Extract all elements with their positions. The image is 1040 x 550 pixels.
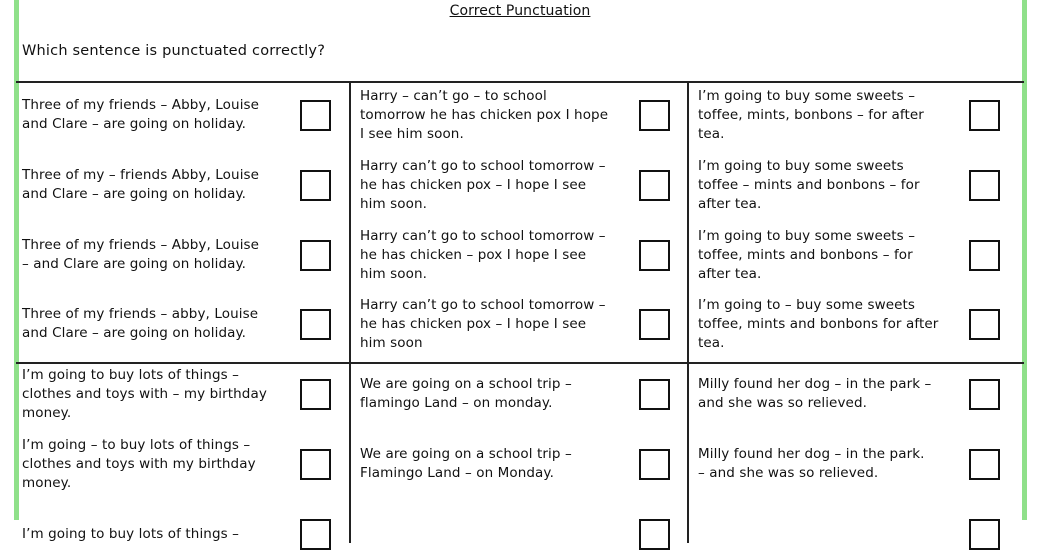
sentence-line: Harry can’t go to school tomorrow – (360, 296, 606, 313)
sentence-line: Three of my – friends Abby, Louise (22, 167, 260, 183)
sentence-line: I’m going to buy lots of things – (22, 366, 239, 383)
answer-checkbox[interactable] (969, 519, 1000, 550)
option-sentence (360, 296, 606, 353)
option-sentence (22, 236, 259, 274)
answer-checkbox[interactable] (300, 519, 331, 550)
answer-checkbox[interactable] (639, 240, 670, 271)
answer-checkbox[interactable] (300, 449, 331, 480)
sentence-line: I see him soon. (360, 125, 464, 142)
sentence-line: clothes and toys with – my birthday (22, 385, 267, 402)
sentence-line: – and Clare are going on holiday. (22, 256, 247, 272)
sentence-line: him soon. (360, 265, 428, 282)
sentence-line: Flamingo Land – on Monday. (360, 465, 554, 481)
answer-checkbox[interactable] (639, 449, 670, 480)
answer-checkbox[interactable] (300, 379, 331, 410)
sentence-line: Harry – can’t go – to school (360, 87, 547, 104)
answer-grid (16, 81, 1024, 543)
option-sentence (22, 366, 267, 423)
sentence-line: We are going on a school trip – (360, 446, 572, 462)
sentence-line: and Clare – are going on holiday. (22, 116, 247, 132)
sentence-line: he has chicken pox – I hope I see (360, 176, 587, 193)
sentence-line: Milly found her dog – in the park. (698, 446, 925, 462)
sentence-line: and Clare – are going on holiday. (22, 325, 247, 341)
option-sentence (360, 445, 572, 483)
sentence-line: tea. (698, 125, 725, 142)
option-sentence (22, 436, 256, 493)
sentence-line: I’m going to buy lots of things – (22, 525, 239, 542)
option-sentence (698, 445, 925, 483)
answer-checkbox[interactable] (300, 309, 331, 340)
sentence-line: Harry can’t go to school tomorrow – (360, 227, 606, 244)
sentence-line: Harry can’t go to school tomorrow – (360, 157, 606, 174)
sentence-line: Milly found her dog – in the park – (698, 376, 932, 392)
answer-checkbox[interactable] (639, 519, 670, 550)
sentence-line: tomorrow he has chicken pox I hope (360, 106, 609, 123)
sentence-line: Three of my friends – abby, Louise (22, 306, 259, 322)
option-sentence (360, 227, 606, 284)
worksheet-title: Correct Punctuation (449, 3, 591, 19)
sentence-line: toffee – mints and bonbons – for (698, 176, 920, 193)
option-sentence (360, 375, 572, 413)
sentence-line: he has chicken – pox I hope I see (360, 246, 587, 263)
option-sentence (698, 227, 915, 284)
sentence-line: – and she was so relieved. (698, 465, 879, 481)
answer-checkbox[interactable] (969, 100, 1000, 131)
sentence-line: I’m going – to buy lots of things – (22, 436, 251, 453)
column-divider (687, 83, 689, 543)
answer-checkbox[interactable] (639, 309, 670, 340)
sentence-line: clothes and toys with my birthday (22, 455, 256, 472)
answer-checkbox[interactable] (639, 379, 670, 410)
sentence-line: We are going on a school trip – (360, 376, 572, 392)
answer-checkbox[interactable] (300, 240, 331, 271)
sentence-line: I’m going to buy some sweets – (698, 87, 916, 104)
sentence-line: Three of my friends – Abby, Louise (22, 97, 260, 113)
answer-checkbox[interactable] (969, 170, 1000, 201)
sentence-line: flamingo Land – on monday. (360, 395, 553, 411)
answer-checkbox[interactable] (300, 100, 331, 131)
sentence-line: money. (22, 404, 72, 421)
sentence-line: tea. (698, 334, 725, 351)
option-sentence (360, 157, 606, 214)
sentence-line: he has chicken pox – I hope I see (360, 315, 587, 332)
sentence-line: and she was so relieved. (698, 395, 868, 411)
answer-checkbox[interactable] (969, 449, 1000, 480)
option-sentence (698, 157, 920, 214)
option-sentence (22, 96, 259, 134)
option-sentence (22, 166, 259, 204)
option-sentence (698, 375, 931, 413)
sentence-line: after tea. (698, 265, 762, 282)
option-sentence (360, 87, 608, 144)
option-sentence (698, 87, 924, 144)
option-sentence (698, 296, 938, 353)
sentence-line: after tea. (698, 195, 762, 212)
sentence-line: him soon. (360, 195, 428, 212)
answer-checkbox[interactable] (639, 100, 670, 131)
sentence-line: money. (22, 474, 72, 491)
sentence-line: I’m going to buy some sweets (698, 157, 904, 174)
answer-checkbox[interactable] (639, 170, 670, 201)
sentence-line: I’m going to buy some sweets – (698, 227, 916, 244)
answer-checkbox[interactable] (300, 170, 331, 201)
answer-checkbox[interactable] (969, 379, 1000, 410)
sentence-line: toffee, mints, bonbons – for after (698, 106, 924, 123)
option-sentence (22, 525, 239, 544)
section-divider (16, 362, 1024, 364)
column-divider (349, 83, 351, 543)
sentence-line: him soon (360, 334, 423, 351)
sentence-line: Three of my friends – Abby, Louise (22, 237, 260, 253)
sentence-line: I’m going to – buy some sweets (698, 296, 916, 313)
answer-checkbox[interactable] (969, 309, 1000, 340)
question-prompt: Which sentence is punctuated correctly? (22, 43, 326, 59)
option-sentence (22, 305, 258, 343)
sentence-line: toffee, mints and bonbons for after (698, 315, 939, 332)
sentence-line: and Clare – are going on holiday. (22, 186, 247, 202)
sentence-line: toffee, mints and bonbons – for (698, 246, 913, 263)
answer-checkbox[interactable] (969, 240, 1000, 271)
